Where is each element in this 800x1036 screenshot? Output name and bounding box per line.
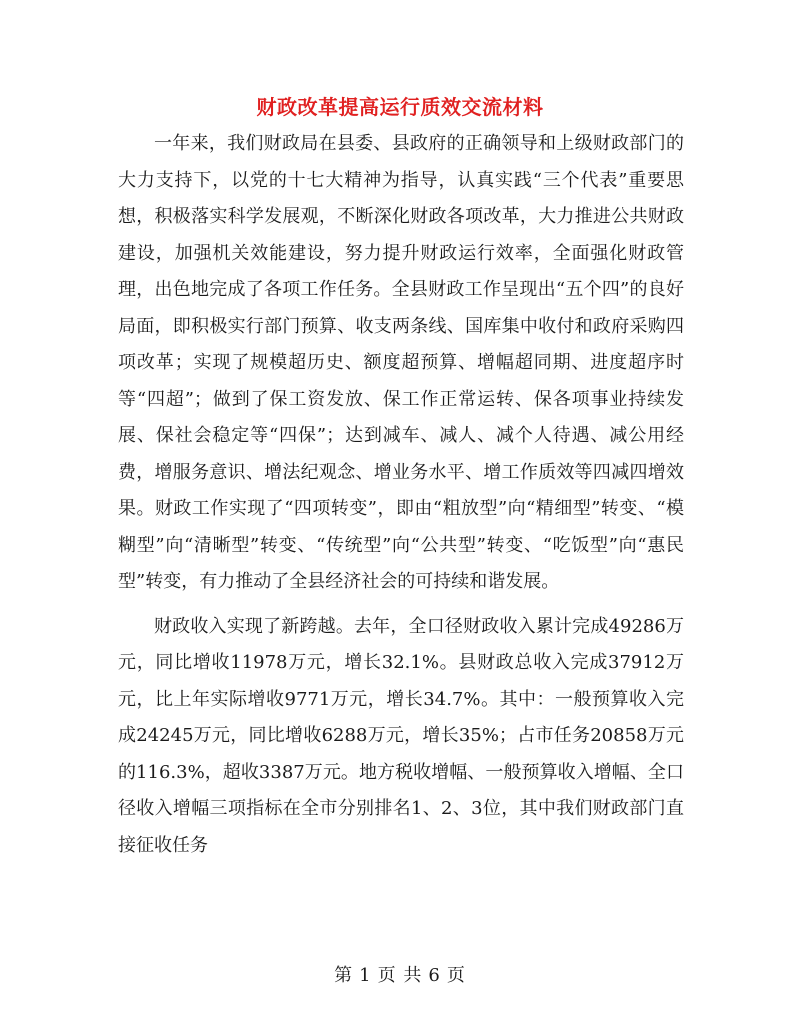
document-body — [118, 126, 684, 864]
footer-page-number: 1 — [359, 965, 372, 986]
document-title: 财政改革提高运行质效交流材料 — [256, 95, 544, 119]
footer-middle: 页 共 — [377, 965, 423, 986]
page-footer — [0, 964, 800, 988]
paragraph-revenue: 财政收入实现了新跨越。去年，全口径财政收入累计完成49286万元，同比增收11978万元，增长32.1%。县财政总收入完成37912万元，比上年实际增收9771万元，增长34.7%。其中：一般预算收入完成24245万元，同比增收6288万元，增长35%；占市任务20858万元的116.3%，超收3387万元。地方税收增幅、一般预算收入增幅、全口径收入增幅三项指标在全市分别排名1、2、3位，其中我们财政部门直接征收任务 — [118, 615, 684, 856]
footer-suffix: 页 — [446, 965, 466, 986]
footer-total-pages: 6 — [428, 965, 441, 986]
footer-prefix: 第 — [334, 965, 354, 986]
paragraph-intro: 一年来，我们财政局在县委、县政府的正确领导和上级财政部门的大力支持下，以党的十七大精神为指导，认真实践“三个代表”重要思想，积极落实科学发展观，不断深化财政各项改革，大力推进公共财政建设，加强机关效能建设，努力提升财政运行效率，全面强化财政管理，出色地完成了各项工作任务。全县财政工作呈现出“五个四”的良好局面，即积极实行部门预算、收支两条线、国库集中收付和政府采购四项改革；实现了规模超历史、额度超预算、增幅超同期、进度超序时等“四超”；做到了保工资发放、保工作正常运转、保各项事业持续发展、保社会稳定等“四保”；达到减车、减人、减个人待遇、减公用经费，增服务意识、增法纪观念、增业务水平、增工作质效等四减四增效果。财政工作实现了“四项转变”，即由“粗放型”向“精细型”转变、“模糊型”向“清晰型”转变、“传统型”向“公共型”转变、“吃饭型”向“惠民型”转变，有力推动了全县经济社会的可持续和谐发展。 — [118, 133, 684, 592]
